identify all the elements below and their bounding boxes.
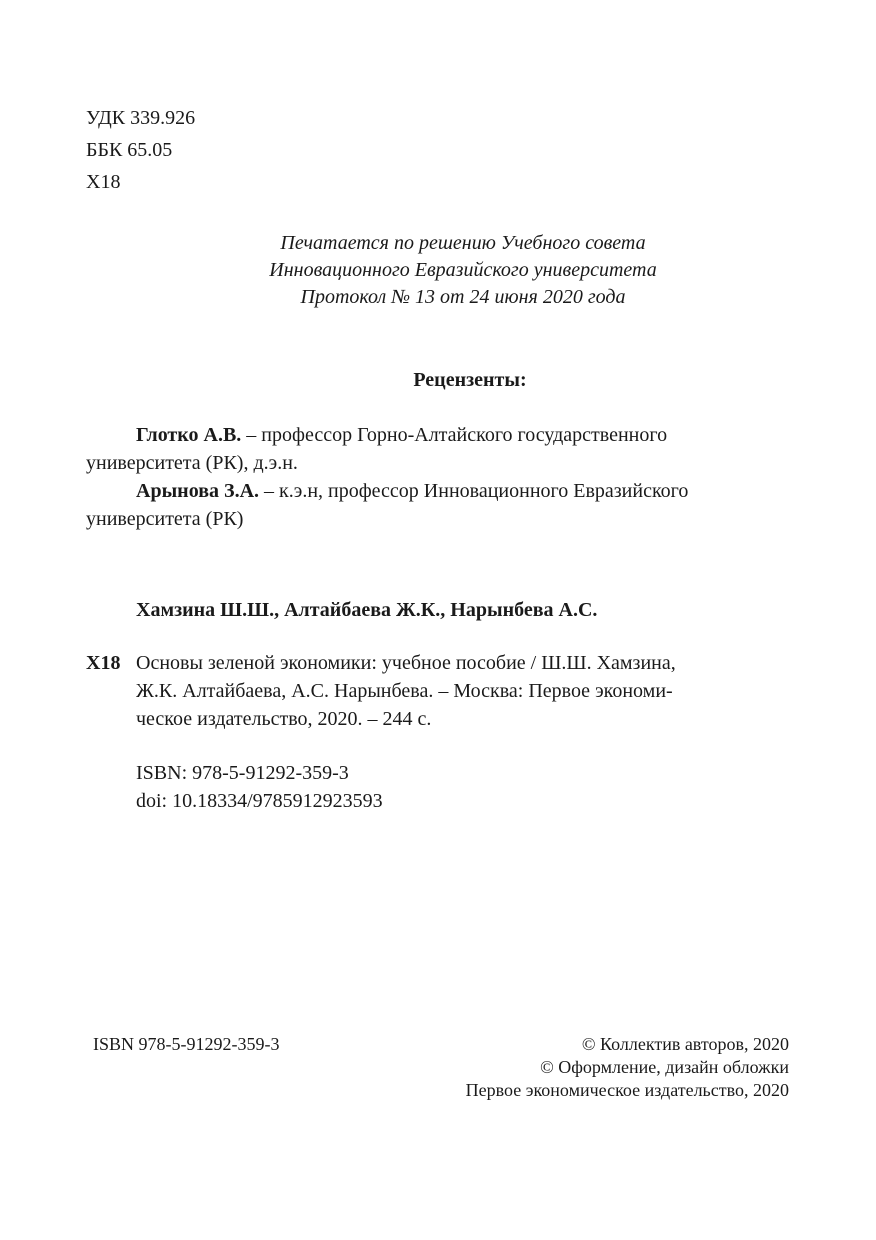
bibliography-code: Х18: [86, 652, 121, 674]
doi-line: doi: 10.18334/9785912923593: [136, 790, 383, 812]
reviewer-2-name: Арынова З.А.: [136, 480, 260, 502]
udk-code: УДК 339.926: [86, 107, 196, 129]
reviewers-heading: Рецензенты:: [413, 369, 527, 391]
approval-line-1: Печатается по решению Учебного совета: [280, 232, 646, 254]
bibliography-line-3: ческое издательство, 2020. – 244 с.: [136, 708, 432, 730]
reviewer-2-title: – к.э.н, профессор Инновационного Евразийского: [259, 480, 689, 502]
approval-line-3: Протокол № 13 от 24 июня 2020 года: [300, 286, 626, 308]
reviewer-2-line-1: [136, 477, 688, 505]
authors-line: Хамзина Ш.Ш., Алтайбаева Ж.К., Нарынбева А.С.: [136, 599, 598, 621]
author-mark: Х18: [86, 171, 121, 193]
copyright-design: © Оформление, дизайн обложки: [540, 1057, 789, 1077]
reviewer-2-line-2: университета (РК): [86, 508, 244, 530]
bbk-code: ББК 65.05: [86, 139, 173, 161]
reviewer-1-line-1: [136, 421, 667, 449]
footer-isbn: ISBN 978-5-91292-359-3: [93, 1034, 280, 1054]
bibliography-line-2: Ж.К. Алтайбаева, А.С. Нарынбева. – Москва: Первое экономи-: [136, 680, 673, 702]
reviewer-1-line-2: университета (РК), д.э.н.: [86, 452, 298, 474]
bibliography-line-1: Основы зеленой экономики: учебное пособие / Ш.Ш. Хамзина,: [136, 652, 676, 674]
approval-line-2: Инновационного Евразийского университета: [269, 259, 657, 281]
reviewer-1-title: – профессор Горно-Алтайского государственного: [241, 424, 668, 446]
reviewer-1-name: Глотко А.В.: [136, 424, 242, 446]
publisher-line: Первое экономическое издательство, 2020: [465, 1080, 789, 1100]
isbn-line: ISBN: 978-5-91292-359-3: [136, 762, 349, 784]
copyright-authors: © Коллектив авторов, 2020: [581, 1034, 789, 1054]
